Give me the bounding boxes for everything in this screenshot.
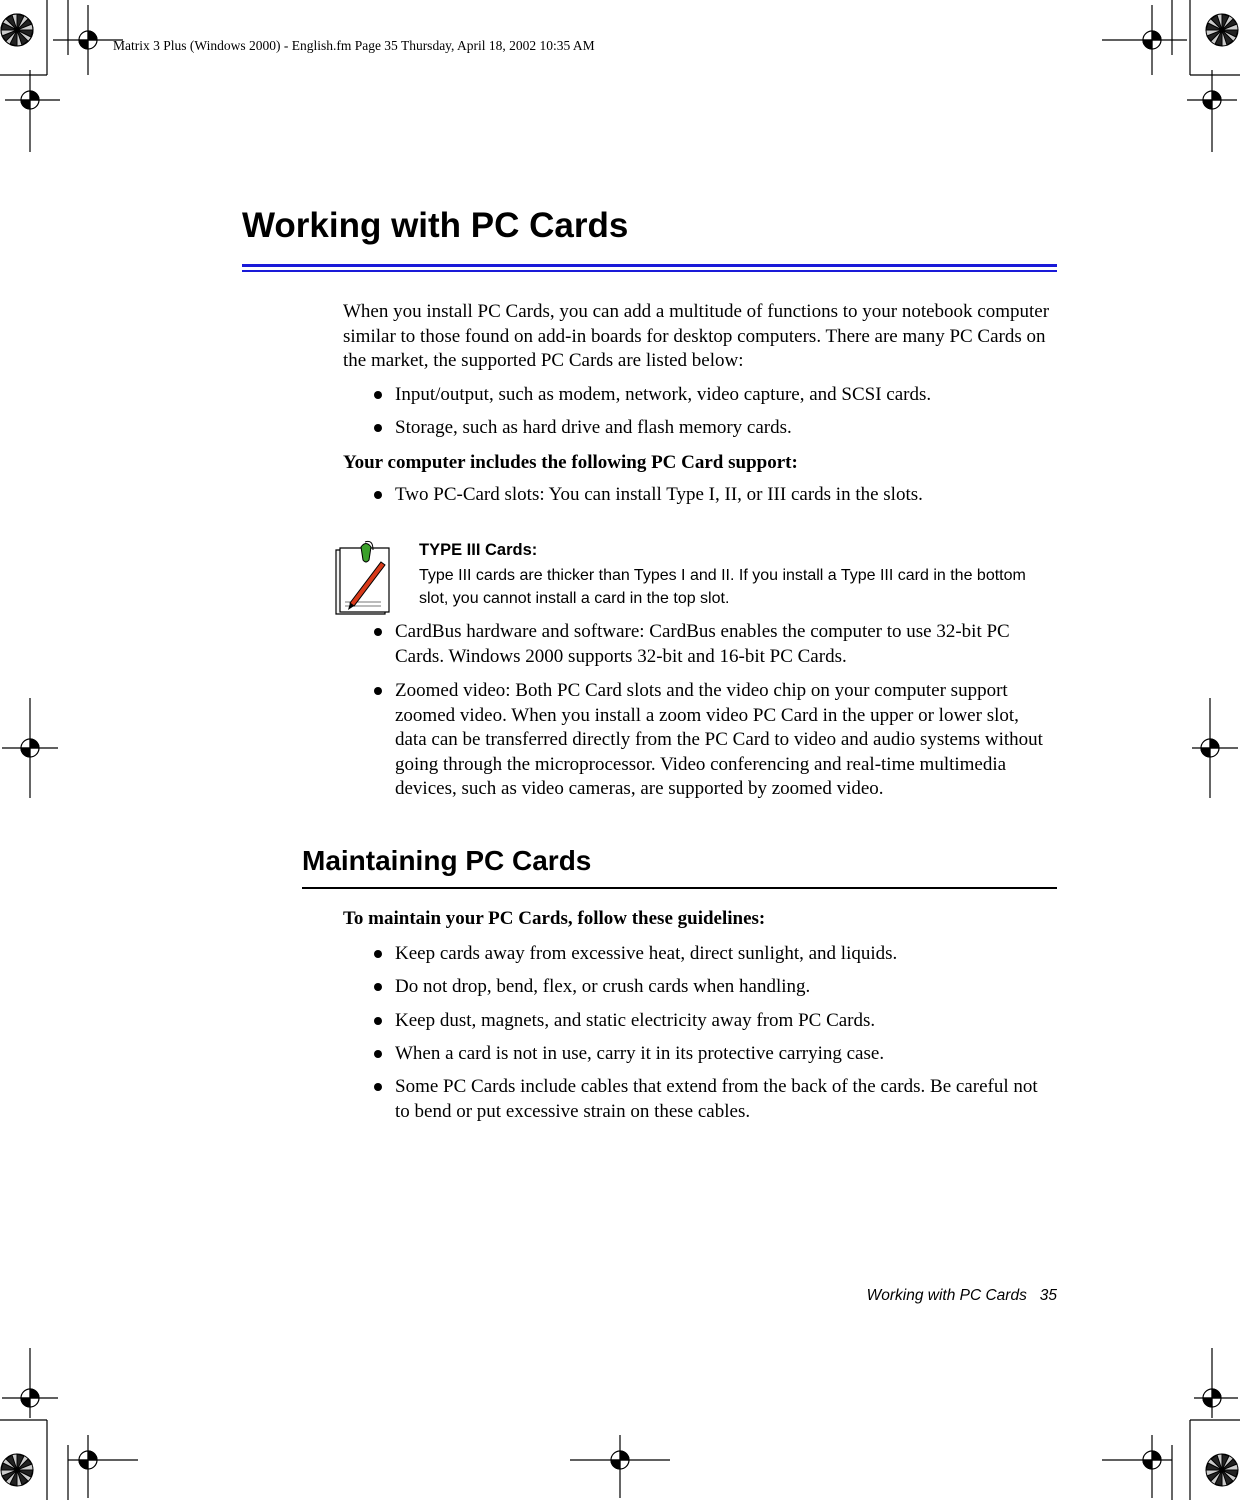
- list-item: [343, 383, 1055, 408]
- bullet-icon: [343, 483, 395, 507]
- note-text: Type III cards are thicker than Types I and II. If you install a Type III card in the bottom slot, you cannot install a card in the top slot.: [419, 567, 1026, 607]
- list-item-text: Input/output, such as modem, network, video capture, and SCSI cards.: [395, 384, 932, 405]
- footer-section: Working with PC Cards: [866, 1287, 1027, 1304]
- title-rule: [242, 264, 1057, 267]
- guidelines-heading: To maintain your PC Cards, follow these guidelines:: [343, 908, 766, 929]
- note-title: TYPE III Cards:: [419, 541, 538, 559]
- list-item: [343, 483, 1055, 508]
- bullet-icon: [343, 416, 395, 440]
- bullet-icon: [343, 1075, 395, 1099]
- page-number: 35: [1039, 1287, 1057, 1304]
- page-title: Working with PC Cards: [242, 206, 629, 245]
- list-item: [343, 416, 1055, 441]
- list-item-text: Some PC Cards include cables that extend from the back of the cards. Be careful not to bend or put excessive strain on these cables.: [395, 1076, 1038, 1122]
- list-item: [343, 942, 1055, 967]
- page-footer: [867, 1287, 1057, 1305]
- bullet-icon: [343, 620, 395, 644]
- list-item-text: Zoomed video: Both PC Card slots and the video chip on your computer support zoomed video. When you install a zoom video PC Card in the upper or lower slot, data can be transferred directly from the PC Card to video and audio systems without going through the microprocessor. Video conferencing and real-time multimedia devices, such as video cameras, are supported by zoomed video.: [395, 680, 1043, 799]
- list-item-text: Two PC-Card slots: You can install Type I, II, or III cards in the slots.: [395, 484, 923, 505]
- bullet-icon: [343, 1009, 395, 1033]
- intro-paragraph: When you install PC Cards, you can add a multitude of functions to your notebook computer similar to those found on add-in boards for desktop computers. There are many PC Cards on the market, the supported PC Cards are listed below:: [343, 301, 1050, 371]
- file-info-header: Matrix 3 Plus (Windows 2000) - English.fm Page 35 Thursday, April 18, 2002 10:35 AM: [113, 38, 595, 53]
- support-heading: Your computer includes the following PC Card support:: [343, 452, 798, 473]
- section-title: Maintaining PC Cards: [302, 845, 592, 876]
- bullet-icon: [343, 679, 395, 703]
- list-item: [343, 975, 1055, 1000]
- list-item-text: Storage, such as hard drive and flash memory cards.: [395, 417, 792, 438]
- list-item-text: Do not drop, bend, flex, or crush cards when handling.: [395, 976, 811, 997]
- list-item-text: CardBus hardware and software: CardBus enables the computer to use 32-bit PC Cards. Windows 2000 supports 32-bit and 16-bit PC Cards.: [395, 621, 1010, 667]
- bullet-icon: [343, 942, 395, 966]
- list-item: [343, 1075, 1055, 1124]
- list-item-text: Keep cards away from excessive heat, direct sunlight, and liquids.: [395, 943, 898, 964]
- bullet-icon: [343, 1042, 395, 1066]
- list-item-text: When a card is not in use, carry it in its protective carrying case.: [395, 1043, 885, 1064]
- list-item: [343, 679, 1055, 802]
- list-item: [343, 1042, 1055, 1067]
- section-rule: [302, 887, 1057, 889]
- list-item-text: Keep dust, magnets, and static electricity away from PC Cards.: [395, 1010, 876, 1031]
- note-pencil-icon: [333, 540, 419, 616]
- title-rule-thin: [242, 270, 1057, 272]
- list-item: [343, 1009, 1055, 1034]
- bullet-icon: [343, 383, 395, 407]
- list-item: [343, 620, 1055, 669]
- bullet-icon: [343, 975, 395, 999]
